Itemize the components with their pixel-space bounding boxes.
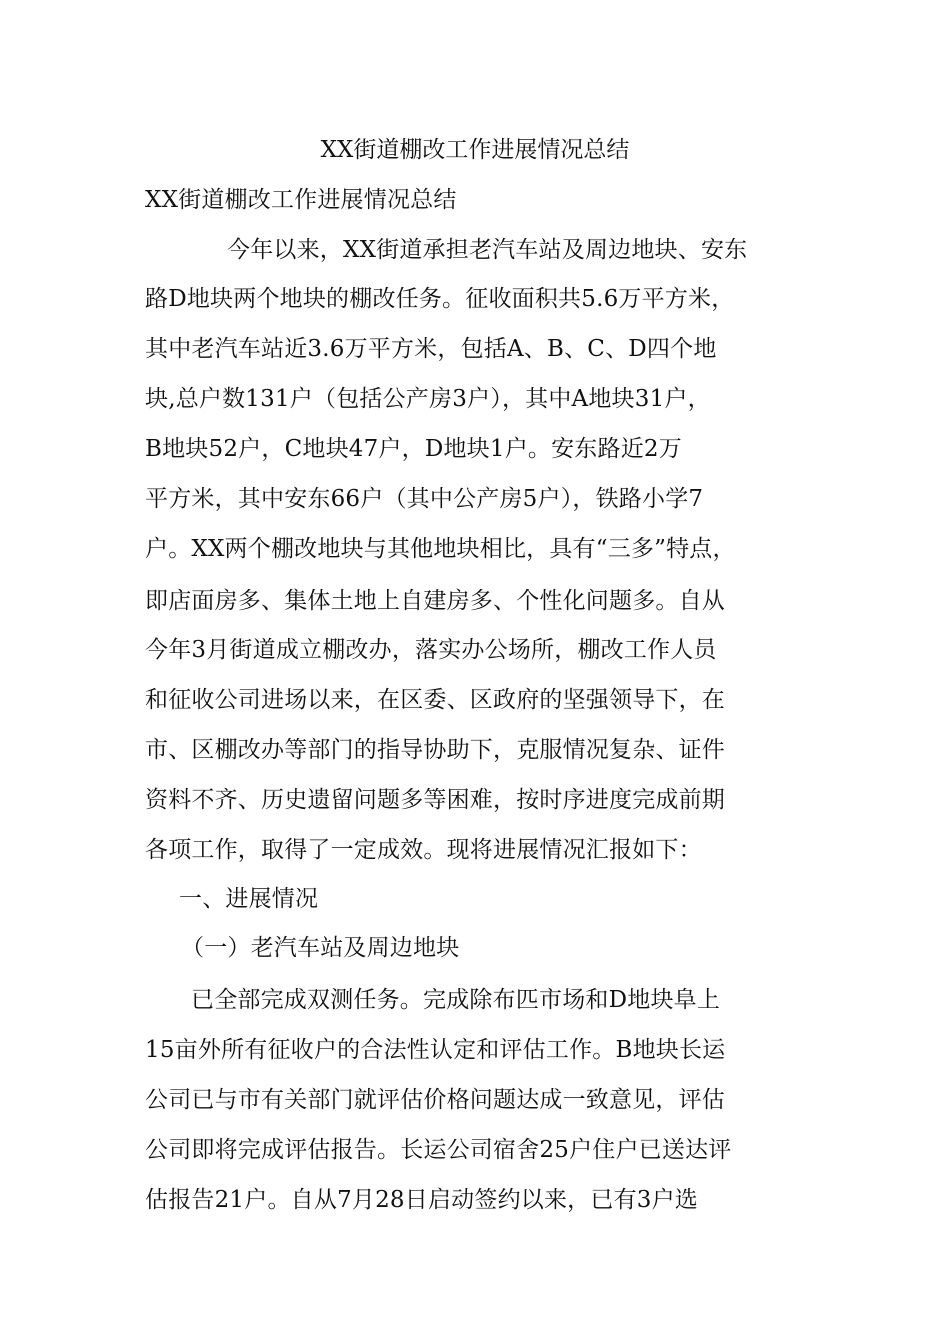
paragraph-line: 估报告21户。自从7月28日启动签约以来，已有3户选: [145, 1187, 698, 1213]
paragraph-line: 今年3月街道成立棚改办，落实办公场所，棚改工作人员: [145, 637, 717, 663]
paragraph-line: 15亩外所有征收户的合法性认定和评估工作。B地块长运: [145, 1037, 726, 1063]
paragraph-line: 和征收公司进场以来，在区委、区政府的坚强领导下，在: [145, 687, 725, 713]
paragraph-line: B地块52户，C地块47户，D地块1户。安东路近2万: [145, 436, 682, 462]
paragraph-line: 路D地块两个地块的棚改任务。征收面积共5.6万平方米，: [145, 286, 735, 312]
document-title: XX街道棚改工作进展情况总结: [320, 137, 630, 163]
paragraph-line: 公司已与市有关部门就评估价格问题达成一致意见，评估: [145, 1087, 725, 1113]
paragraph-line: 已全部完成双测任务。完成除布匹市场和D地块阜上: [191, 987, 721, 1013]
document-subtitle: XX街道棚改工作进展情况总结: [145, 187, 457, 213]
paragraph-line: 公司即将完成评估报告。长运公司宿舍25户住户已送达评: [145, 1137, 732, 1163]
paragraph-line: 各项工作，取得了一定成效。现将进展情况汇报如下：: [145, 837, 702, 863]
paragraph-line: 平方米，其中安东66户（其中公产房5户），铁路小学7: [145, 486, 704, 512]
paragraph-line: 今年以来，XX街道承担老汽车站及周边地块、安东: [227, 237, 748, 263]
paragraph-line: 户。XX两个棚改地块与其他地块相比，具有“三多”特点，: [145, 536, 736, 562]
section-heading: 一、进展情况: [179, 886, 319, 912]
paragraph-line: 块,总户数131户（包括公产房3户），其中A地块31户，: [145, 386, 711, 412]
paragraph-line: 即店面房多、集体土地上自建房多、个性化问题多。自从: [145, 588, 725, 614]
paragraph-line: 资料不齐、历史遗留问题多等困难，按时序进度完成前期: [145, 787, 725, 813]
subsection-heading: （一）老汽车站及周边地块: [181, 935, 460, 961]
paragraph-line: 市、区棚改办等部门的指导协助下，克服情况复杂、证件: [145, 737, 725, 763]
paragraph-line: 其中老汽车站近3.6万平方米，包括A、B、C、D四个地: [145, 336, 717, 362]
